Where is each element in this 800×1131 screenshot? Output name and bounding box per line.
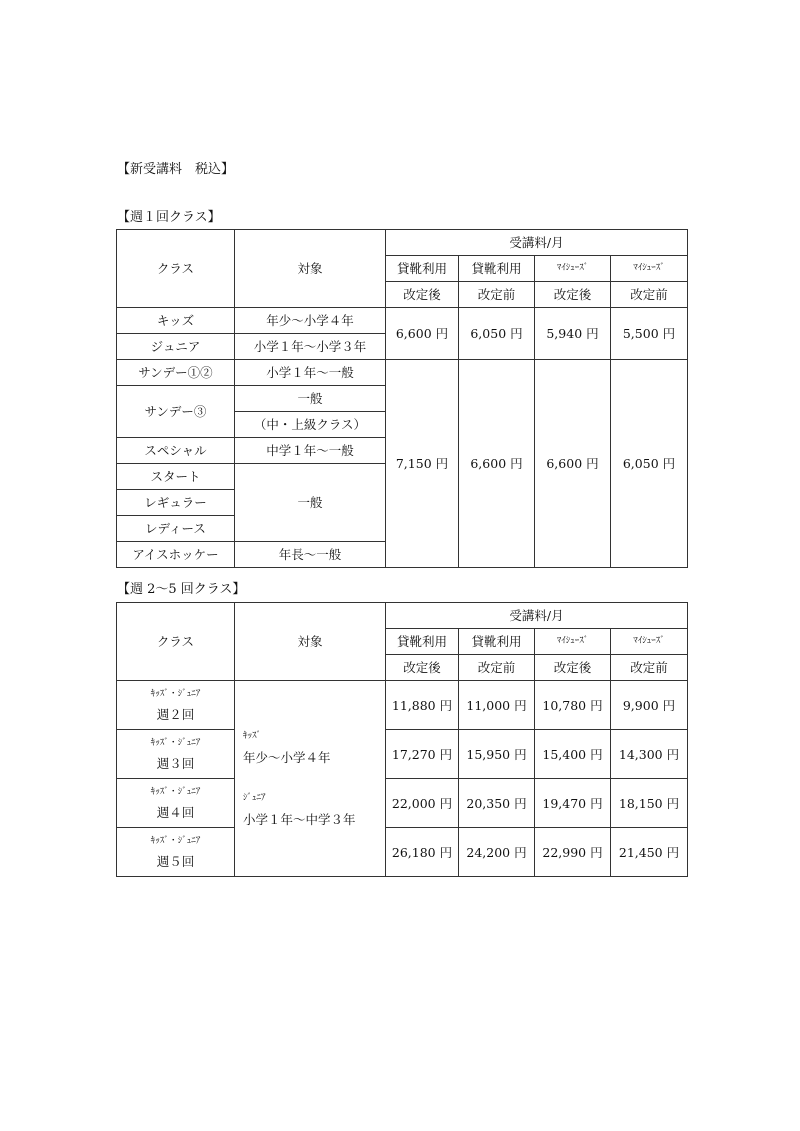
class-label: ｷｯｽﾞ・ｼﾞｭﾆｱ bbox=[150, 787, 201, 797]
fee-myshoes-before: 21,450 円 bbox=[611, 828, 688, 877]
fee-rental-before: 6,600 円 bbox=[459, 360, 535, 568]
fee-rental-after: 6,600 円 bbox=[386, 308, 459, 360]
class-icehockey: アイスホッケー bbox=[117, 542, 235, 568]
document-title: 【新受講料 税込】 bbox=[117, 162, 235, 177]
header-myshoes-after-bottom: 改定後 bbox=[535, 655, 611, 681]
header-rental-after-top: 貸靴利用 bbox=[386, 629, 459, 655]
class-junior: ジュニア bbox=[117, 334, 235, 360]
target-kids-range: 年少～小学４年 bbox=[243, 749, 331, 765]
target-group-general: 一般 bbox=[235, 464, 386, 542]
target-icehockey: 年長～一般 bbox=[235, 542, 386, 568]
fee-myshoes-before: 14,300 円 bbox=[611, 730, 688, 779]
target-sunday-1-2: 小学１年～一般 bbox=[235, 360, 386, 386]
header-fee-group: 受講料/月 bbox=[386, 230, 688, 256]
fee-myshoes-before: 18,150 円 bbox=[611, 779, 688, 828]
weekly-multi-section-title: 【週 2～5 回クラス】 bbox=[117, 582, 246, 597]
header-rental-before-bottom: 改定前 bbox=[459, 655, 535, 681]
target-junior-range: 小学１年～中学３年 bbox=[243, 811, 356, 827]
fee-myshoes-after: 22,990 円 bbox=[535, 828, 611, 877]
class-ladies: レディース bbox=[117, 516, 235, 542]
fee-myshoes-before: 5,500 円 bbox=[611, 308, 688, 360]
header-myshoes-before-top: ﾏｲｼｭｰｽﾞ bbox=[611, 629, 688, 655]
fee-rental-after: 11,880 円 bbox=[386, 681, 459, 730]
class-regular: レギュラー bbox=[117, 490, 235, 516]
class-frequency: 週４回 bbox=[156, 805, 195, 820]
class-weekly-4 bbox=[117, 779, 235, 828]
class-frequency: 週５回 bbox=[156, 854, 195, 869]
weekly-multi-fee-table bbox=[116, 602, 688, 877]
target-sunday-3-line1: 一般 bbox=[235, 386, 386, 412]
fee-myshoes-before: 6,050 円 bbox=[611, 360, 688, 568]
header-class: クラス bbox=[117, 230, 235, 308]
header-rental-before-bottom: 改定前 bbox=[459, 282, 535, 308]
fee-rental-after: 22,000 円 bbox=[386, 779, 459, 828]
fee-rental-before: 24,200 円 bbox=[459, 828, 535, 877]
class-label: ｷｯｽﾞ・ｼﾞｭﾆｱ bbox=[150, 738, 201, 748]
class-label: ｷｯｽﾞ・ｼﾞｭﾆｱ bbox=[150, 836, 201, 846]
fee-myshoes-after: 15,400 円 bbox=[535, 730, 611, 779]
header-myshoes-after-top: ﾏｲｼｭｰｽﾞ bbox=[535, 256, 611, 282]
fee-myshoes-after: 6,600 円 bbox=[535, 360, 611, 568]
target-junior-label: ｼﾞｭﾆｱ bbox=[243, 792, 266, 803]
header-myshoes-before-bottom: 改定前 bbox=[611, 655, 688, 681]
header-myshoes-before-top: ﾏｲｼｭｰｽﾞ bbox=[611, 256, 688, 282]
target-kids-junior bbox=[235, 681, 386, 877]
header-myshoes-after-bottom: 改定後 bbox=[535, 282, 611, 308]
fee-myshoes-after: 19,470 円 bbox=[535, 779, 611, 828]
fee-rental-before: 11,000 円 bbox=[459, 681, 535, 730]
header-target: 対象 bbox=[235, 230, 386, 308]
header-target: 対象 bbox=[235, 603, 386, 681]
fee-rental-before: 6,050 円 bbox=[459, 308, 535, 360]
weekly-once-section-title: 【週１回クラス】 bbox=[117, 210, 221, 225]
fee-myshoes-after: 10,780 円 bbox=[535, 681, 611, 730]
class-frequency: 週３回 bbox=[156, 756, 195, 771]
class-kids: キッズ bbox=[117, 308, 235, 334]
class-weekly-5 bbox=[117, 828, 235, 877]
class-sunday-3: サンデー③ bbox=[117, 386, 235, 438]
class-weekly-3 bbox=[117, 730, 235, 779]
header-rental-before-top: 貸靴利用 bbox=[459, 629, 535, 655]
class-label: ｷｯｽﾞ・ｼﾞｭﾆｱ bbox=[150, 689, 201, 699]
header-myshoes-before-bottom: 改定前 bbox=[611, 282, 688, 308]
class-frequency: 週２回 bbox=[156, 707, 195, 722]
header-class: クラス bbox=[117, 603, 235, 681]
class-special: スペシャル bbox=[117, 438, 235, 464]
fee-rental-before: 15,950 円 bbox=[459, 730, 535, 779]
target-kids-label: ｷｯｽﾞ bbox=[243, 730, 262, 741]
header-rental-after-bottom: 改定後 bbox=[386, 282, 459, 308]
header-rental-before-top: 貸靴利用 bbox=[459, 256, 535, 282]
fee-myshoes-after: 5,940 円 bbox=[535, 308, 611, 360]
header-myshoes-after-top: ﾏｲｼｭｰｽﾞ bbox=[535, 629, 611, 655]
fee-rental-after: 17,270 円 bbox=[386, 730, 459, 779]
class-weekly-2 bbox=[117, 681, 235, 730]
fee-rental-after: 7,150 円 bbox=[386, 360, 459, 568]
target-sunday-3-line2: （中・上級クラス） bbox=[235, 412, 386, 438]
fee-rental-before: 20,350 円 bbox=[459, 779, 535, 828]
header-rental-after-top: 貸靴利用 bbox=[386, 256, 459, 282]
target-junior: 小学１年～小学３年 bbox=[235, 334, 386, 360]
class-sunday-1-2: サンデー①② bbox=[117, 360, 235, 386]
target-special: 中学１年～一般 bbox=[235, 438, 386, 464]
fee-myshoes-before: 9,900 円 bbox=[611, 681, 688, 730]
header-fee-group: 受講料/月 bbox=[386, 603, 688, 629]
target-kids: 年少～小学４年 bbox=[235, 308, 386, 334]
weekly-once-fee-table bbox=[116, 229, 688, 568]
class-start: スタート bbox=[117, 464, 235, 490]
header-rental-after-bottom: 改定後 bbox=[386, 655, 459, 681]
fee-rental-after: 26,180 円 bbox=[386, 828, 459, 877]
